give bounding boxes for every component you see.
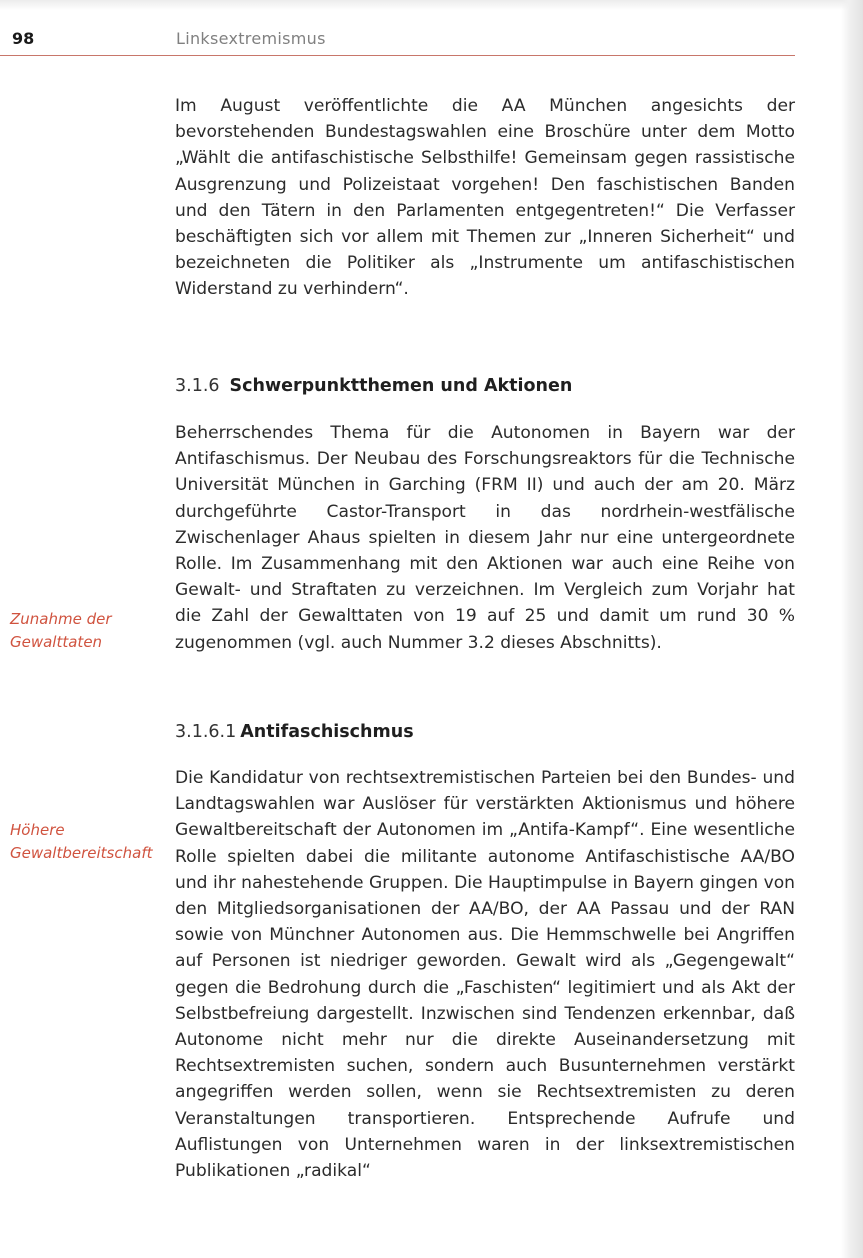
page-edge-shadow [841,0,863,1258]
section-title: Antifaschischmus [240,722,414,742]
section-3-1-6-paragraph: Beherrschendes Thema für die Autonomen in Bayern war der Antifaschismus. Der Neubau des Forschungsreaktors für die Technische Universität München in Garching (FRM II) und auch der am 20. März durchgeführte Castor-Transport in das nordrhein-westfälische Zwischenlager Ahaus spielten in diesem Jahr nur eine untergeordnete Rolle. Im Zusammenhang mit den Aktionen war auch eine Reihe von Gewalt- und Straftaten zu verzeichnen. Im Vergleich zum Vorjahr hat die Zahl der Gewalttaten von 19 auf 25 und damit um rund 30 % zugenommen (vgl. auch Nummer 3.2 dieses Abschnitts). [175,423,795,653]
section-number: 3.1.6.1 [175,722,237,742]
section-heading-3-1-6 [175,376,795,396]
page-number: 98 [12,29,35,48]
margin-note-gewalttaten: Zunahme der Gewalttaten [10,610,112,651]
section-heading-3-1-6-1 [175,722,795,742]
header-rule [0,55,795,56]
section-number: 3.1.6 [175,376,220,396]
page-top-shadow [0,0,863,10]
margin-note-gewaltbereitschaft: Höhere Gewaltbereitschaft [10,821,153,862]
section-title: Schwerpunktthemen und Aktionen [229,376,573,396]
running-title: Linksextremismus [176,29,326,48]
section-3-1-6-1-paragraph: Die Kandidatur von rechtsextremistischen Parteien bei den Bundes- und Landtagswahlen war Auslöser für verstärkten Aktionismus und höhere Gewaltbereitschaft der Autonomen im „Antifa-Kampf“. Eine wesentliche Rolle spielten dabei die militante autonome Antifaschistische AA/BO und ihr nahestehende Gruppen. Die Hauptimpulse in Bayern gingen von den Mitgliedsorganisationen der AA/BO, der AA Passau und der RAN sowie von Münchner Autonomen aus. Die Hemmschwelle bei Angriffen auf Personen ist niedriger geworden. Gewalt wird als „Gegengewalt“ gegen die Bedrohung durch die „Faschisten“ legitimiert und als Akt der Selbstbefreiung dargestellt. Inzwischen sind Tendenzen erkennbar, daß Autonome nicht mehr nur die direkte Auseinandersetzung mit Rechtsextremisten suchen, sondern auch Busunternehmen verstärkt angegriffen werden sollen, wenn sie Rechtsextremisten zu deren Veranstaltungen transportieren. Entsprechende Aufrufe und Auflistungen von Unternehmen waren in der linksextremistischen Publikationen „radikal“ [175,768,795,1182]
intro-paragraph: Im August veröffentlichte die AA München angesichts der bevorstehenden Bundestagswahlen eine Broschüre unter dem Motto „Wählt die antifaschistische Selbsthilfe! Gemeinsam gegen rassistische Ausgrenzung und Polizeistaat vorgehen! Den faschistischen Banden und den Tätern in den Parlamenten entgegentreten!“ Die Verfasser beschäftigten sich vor allem mit Themen zur „Inneren Sicherheit“ und bezeichneten die Politiker als „Instrumente um antifaschistischen Widerstand zu verhindern“. [175,96,795,300]
